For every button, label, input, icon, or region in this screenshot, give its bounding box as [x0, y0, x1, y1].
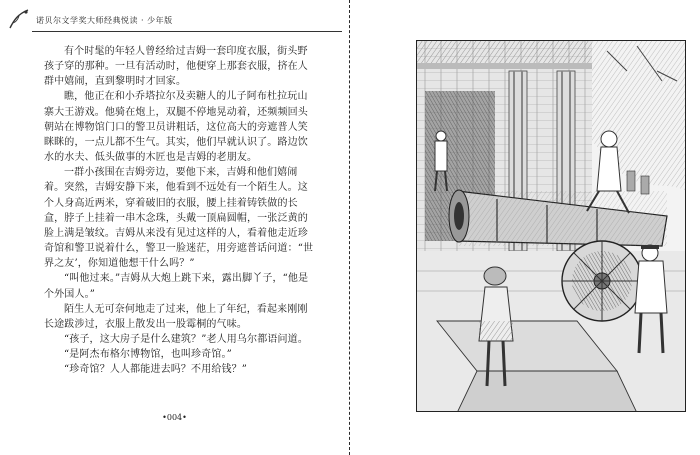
right-page [352, 0, 700, 455]
illustration [416, 40, 686, 412]
header-rule [32, 31, 342, 32]
paragraph: 瞧，他正在和小乔塔拉尔及卖糖人的儿子阿布杜拉玩山寨大王游戏。他骑在炮上，双腿不停地晃动着，还频频回头朝站在博物馆门口的警卫员讲粗话，这位高大的旁遮普人笑眯眯的，一点儿都不生气。其实，他们早就认识了。路边饮水的水夫、低头做事的木匠也是吉姆的老朋友。 [44, 91, 308, 164]
left-page [0, 0, 349, 455]
ornament-icon [8, 8, 30, 30]
running-header [8, 6, 338, 32]
header-title: 诺贝尔文学奖大师经典悦读 · 少年版 [36, 16, 173, 25]
paragraph: “孩子，这大房子是什么建筑？”老人用乌尔都语问道。 [64, 333, 308, 345]
paragraph: 一群小孩围在吉姆旁边，要他下来，吉姆和他们嬉闹着。突然，吉姆安静下来，他看到不远处有一个陌生人。这个人身高近两米，穿着破旧的衣服，腰上挂着铸铁做的长盒，脖子上挂着一串木念珠，头戴一顶扁圆帽，一张泛黄的脸上满是皱纹。吉姆从来没有见过这样的人，看着他走近珍奇馆和警卫说着什么，警卫一脸迷茫，用旁遮普话问道：“世界之友’，你知道他想干什么吗？” [44, 167, 314, 270]
page-number: •004• [162, 413, 187, 422]
paragraph: “是阿杰布格尔博物馆，也叫珍奇馆。” [64, 349, 232, 361]
paragraph: “叫他过来。”吉姆从大炮上跳下来，露出脚丫子，“他是个外国人。” [44, 273, 309, 300]
paragraph: “珍奇馆？人人都能进去吗？不用给钱？” [64, 364, 248, 376]
body-text [44, 44, 316, 377]
paragraph: 陌生人无可奈何地走了过来，他上了年纪，看起来刚刚长途跋涉过，衣服上散发出一股霉桐的气味。 [44, 303, 308, 330]
illustration-art [417, 41, 686, 412]
paragraph: 有个时髦的年轻人曾经给过吉姆一套印度衣服，街头野孩子穿的那种。一旦有活动时，他便穿上那套衣服，挤在人群中嬉闹，直到黎明时才回家。 [44, 46, 308, 88]
